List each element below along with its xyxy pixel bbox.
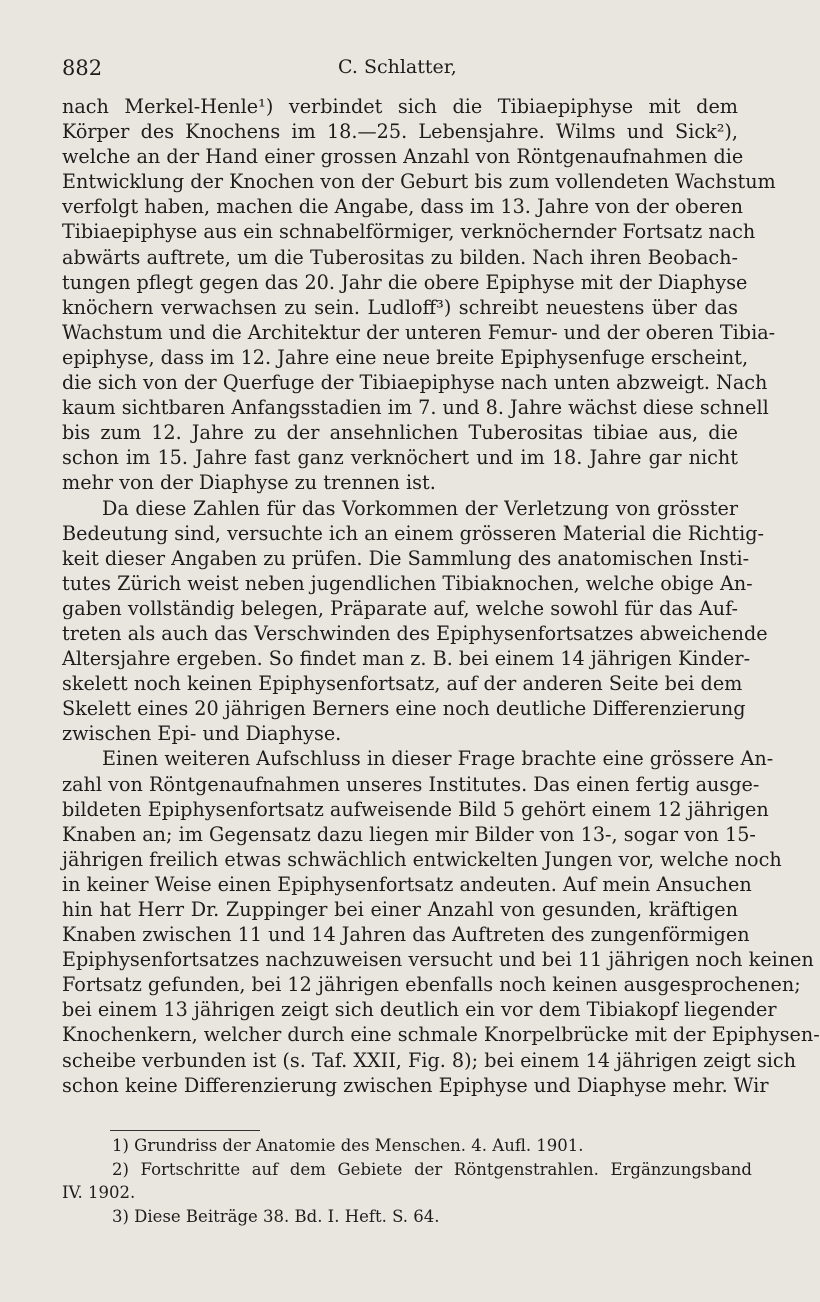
footnote-2: 2) Fortschritte auf dem Gebiete der Röntgenstrahlen. Ergänzungsband xyxy=(112,1159,752,1179)
text-line: die sich von der Querfuge der Tibiaepiphyse nach unten abzweigt. Nach xyxy=(62,371,768,395)
body-text xyxy=(62,94,820,1098)
footnotes xyxy=(62,1134,752,1228)
footnote-3: 3) Diese Beiträge 38. Bd. I. Heft. S. 64. xyxy=(112,1206,440,1226)
text-line: Fortsatz gefunden, bei 12 jährigen ebenfalls noch keinen ausgesprochenen; xyxy=(62,973,801,997)
text-line: nach Merkel-Henle¹) verbindet sich die Tibiaepiphyse mit dem xyxy=(62,95,738,118)
text-line: bildeten Epiphysenfortsatz aufweisende Bild 5 gehört einem 12 jährigen xyxy=(62,797,769,821)
footnote-2-continuation: IV. 1902. xyxy=(62,1183,136,1202)
text-line: Knaben zwischen 11 und 14 Jahren das Auftreten des zungenförmigen xyxy=(62,923,750,947)
footnote-rule xyxy=(110,1130,260,1131)
text-line: Tibiaepiphyse aus ein schnabelförmiger, verknöchernder Fortsatz nach xyxy=(62,220,756,244)
text-line: zwischen Epi- und Diaphyse. xyxy=(62,722,342,746)
text-line: Knaben an; im Gegensatz dazu liegen mir Bilder von 13-, sogar von 15- xyxy=(62,822,756,846)
running-head: C. Schlatter, xyxy=(338,56,457,78)
text-line: scheibe verbunden ist (s. Taf. XXII, Fig. 8); bei einem 14 jährigen zeigt sich xyxy=(62,1048,797,1072)
page-number: 882 xyxy=(62,56,103,80)
text-line: schon keine Differenzierung zwischen Epiphyse und Diaphyse mehr. Wir xyxy=(62,1073,769,1097)
text-line: treten als auch das Verschwinden des Epiphysenfortsatzes abweichende xyxy=(62,621,768,645)
text-line: Körper des Knochens im 18.—25. Lebensjahre. Wilms und Sick²), xyxy=(62,120,738,144)
text-line: schon im 15. Jahre fast ganz verknöchert und im 18. Jahre gar nicht xyxy=(62,446,738,470)
text-line: bis zum 12. Jahre zu der ansehnlichen Tuberositas tibiae aus, die xyxy=(62,421,738,445)
text-line: Altersjahre ergeben. So findet man z. B. bei einem 14 jährigen Kinder- xyxy=(62,647,751,671)
text-line: knöchern verwachsen zu sein. Ludloff³) schreibt neuestens über das xyxy=(62,295,738,319)
text-line: tutes Zürich weist neben jugendlichen Tibiaknochen, welche obige An- xyxy=(62,571,753,595)
text-line: hin hat Herr Dr. Zuppinger bei einer Anzahl von gesunden, kräftigen xyxy=(62,898,738,921)
text-line: abwärts auftrete, um die Tuberositas zu bilden. Nach ihren Beobach- xyxy=(62,245,738,269)
text-line: Da diese Zahlen für das Vorkommen der Verletzung von grösster xyxy=(102,496,738,520)
text-line: Wachstum und die Architektur der unteren Femur- und der oberen Tibia- xyxy=(62,320,776,344)
text-line: Knochenkern, welcher durch eine schmale Knorpelbrücke mit der Epiphysen- xyxy=(62,1023,820,1047)
text-line: jährigen freilich etwas schwächlich entwickelten Jungen vor, welche noch xyxy=(62,847,782,871)
text-line: Entwicklung der Knochen von der Geburt bis zum vollendeten Wachstum xyxy=(62,170,776,194)
text-line: kaum sichtbaren Anfangsstadien im 7. und 8. Jahre wächst diese schnell xyxy=(62,396,769,420)
text-line: skelett noch keinen Epiphysenfortsatz, auf der anderen Seite bei dem xyxy=(62,672,743,696)
text-line: zahl von Röntgenaufnahmen unseres Institutes. Das einen fertig ausge- xyxy=(62,772,760,796)
text-line: Einen weiteren Aufschluss in dieser Frage brachte eine grössere An- xyxy=(102,747,774,771)
text-line: mehr von der Diaphyse zu trennen ist. xyxy=(62,471,436,495)
text-line: Bedeutung sind, versuchte ich an einem grösseren Material die Richtig- xyxy=(62,521,765,545)
text-line: Skelett eines 20 jährigen Berners eine noch deutliche Differenzierung xyxy=(62,697,746,721)
text-line: tungen pflegt gegen das 20. Jahr die obere Epiphyse mit der Diaphyse xyxy=(62,270,748,294)
text-line: gaben vollständig belegen, Präparate auf, welche sowohl für das Auf- xyxy=(62,596,738,620)
text-line: Epiphysenfortsatzes nachzuweisen versucht und bei 11 jährigen noch keinen xyxy=(62,948,814,972)
text-line: epiphyse, dass im 12. Jahre eine neue breite Epiphysenfuge erscheint, xyxy=(62,345,749,369)
text-line: in keiner Weise einen Epiphysenfortsatz andeuten. Auf mein Ansuchen xyxy=(62,872,752,896)
page-header xyxy=(62,56,750,86)
text-line: keit dieser Angaben zu prüfen. Die Sammlung des anatomischen Insti- xyxy=(62,546,750,570)
text-line: welche an der Hand einer grossen Anzahl von Röntgenaufnahmen die xyxy=(62,145,744,169)
footnote-1: 1) Grundriss der Anatomie des Menschen. 4. Aufl. 1901. xyxy=(112,1136,584,1155)
text-line: bei einem 13 jährigen zeigt sich deutlich ein vor dem Tibiakopf liegender xyxy=(62,998,777,1022)
text-line: verfolgt haben, machen die Angabe, dass im 13. Jahre von der oberen xyxy=(62,195,743,219)
